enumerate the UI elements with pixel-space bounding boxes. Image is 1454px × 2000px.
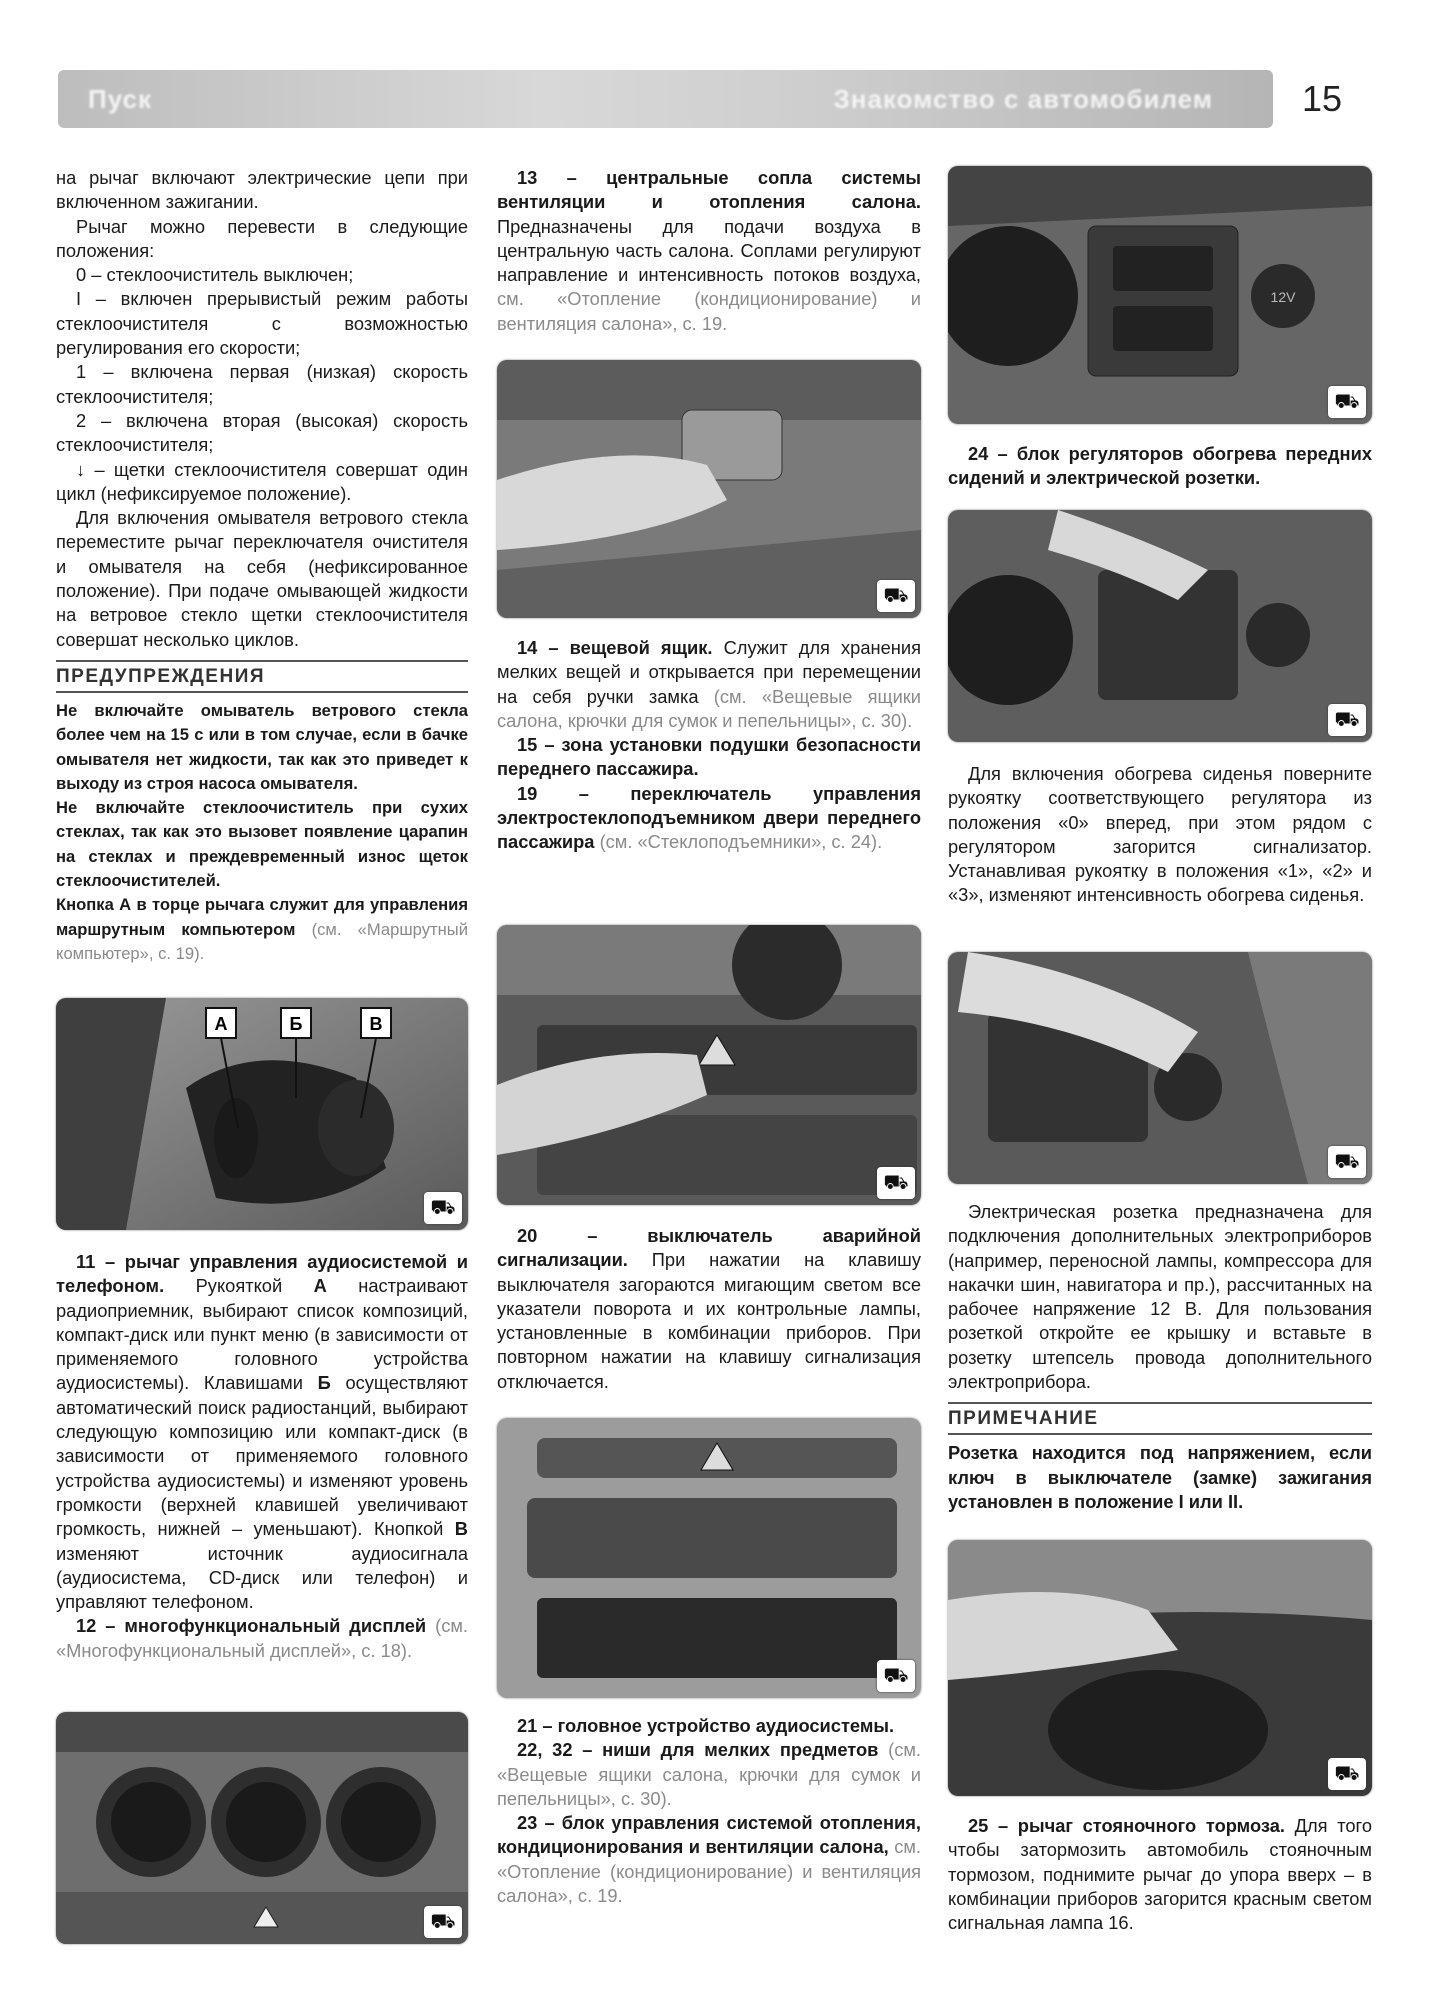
svg-text:12V: 12V bbox=[1270, 289, 1296, 305]
photo-parking-brake bbox=[948, 1540, 1372, 1796]
car-icon: ⛟ bbox=[877, 580, 915, 612]
list-item: 0 – стеклоочиститель выключен; bbox=[76, 264, 354, 286]
caption-15: 15 – зона установки подушки безопасности переднего пассажира. bbox=[497, 734, 921, 780]
car-icon: ⛟ bbox=[1328, 1758, 1366, 1790]
paragraph: Рычаг можно перевести в следующие положения: bbox=[56, 215, 468, 261]
car-icon: ⛟ bbox=[1328, 1146, 1366, 1178]
section-header-bar bbox=[58, 70, 1273, 128]
column-1 bbox=[56, 166, 468, 966]
car-icon: ⛟ bbox=[877, 1660, 915, 1692]
list-item: 2 – включена вторая (высокая) скорость стеклоочистителя; bbox=[56, 409, 468, 456]
photo-seat-heater-block bbox=[948, 166, 1372, 424]
paragraph: Для включения омывателя ветрового стекла переместите рычаг переключателя очистителя и омывателя на себя (нефиксированное положение). При подаче омывающей жидкости на ветровое стекло щетки стеклоочистителя совершат несколько циклов. bbox=[56, 507, 468, 650]
caption-22: 22, 32 – ниши для мелких предметов (см. «Вещевые ящики салона, крючки для сумок и пепельницы», с. 30). bbox=[497, 1739, 921, 1809]
photo-audio-unit bbox=[497, 1418, 921, 1698]
note-block: Розетка находится под напряжением, если ключ в выключателе (замке) зажигания установлен в положение I или II. bbox=[948, 1442, 1372, 1512]
paragraph-heating: Для включения обогрева сиденья поверните рукоятку соответствующего регулятора из положения «0» вперед, при этом рядом с регулятором загорится сигнализатор. Устанавливая рукоятку в положения «1», «2» и «3», изменяют интенсивность обогрева сиденья. bbox=[948, 763, 1372, 906]
caption-21: 21 – головное устройство аудиосистемы. bbox=[517, 1715, 895, 1736]
svg-text:А: А bbox=[214, 1014, 228, 1034]
photo-central-vents bbox=[56, 1712, 468, 1944]
paragraph-socket: Электрическая розетка предназначена для подключения дополнительных электроприборов (например, переносной лампы, компрессора для накачки шин, навигатора и пр.), рассчитанных на рабочее напряжение 12 В. Для пользования розеткой откройте ее крышку и вставьте в розетку штепсель провода дополнительного электроприбора. ПРИМЕЧАНИЕ Розетка находится под напряжением, если ключ в выключателе (замке) зажигания установлен в положение I или II. bbox=[948, 1200, 1372, 1514]
photo-seat-heater-knob bbox=[948, 510, 1372, 742]
car-icon: ⛟ bbox=[1328, 704, 1366, 736]
list-item: ↓ – щетки стеклоочистителя совершат один цикл (нефиксируемое положение). bbox=[56, 458, 468, 504]
car-icon: ⛟ bbox=[424, 1192, 462, 1224]
photo-socket bbox=[948, 952, 1372, 1184]
car-icon: ⛟ bbox=[1328, 386, 1366, 418]
caption-12: 12 – многофункциональный дисплей (см. «Многофункциональный дисплей», с. 18). bbox=[56, 1615, 468, 1661]
caption-13: 13 – центральные сопла системы вентиляции и отопления салона. Предназначены для подачи воздуха в центральную часть салона. Соплами регулируют направление и интенсивность потоков воздуха, см. «Отопление (кондиционирование) и вентиляция салона», с. 19. bbox=[497, 167, 921, 334]
caption-19: 19 – переключатель управления электростеклоподъемником двери переднего пассажира (см. «Стеклоподъемники», с. 24). bbox=[497, 782, 921, 853]
car-icon: ⛟ bbox=[877, 1167, 915, 1199]
paragraph: на рычаг включают электрические цепи при включенном зажигании. bbox=[56, 167, 468, 213]
section-title-right: Знакомство с автомобилем bbox=[833, 84, 1213, 114]
photo-audio-lever bbox=[56, 998, 468, 1230]
section-title-left: Пуск bbox=[88, 84, 152, 114]
page-number: 15 bbox=[1302, 78, 1343, 119]
note-heading: ПРИМЕЧАНИЕ bbox=[948, 1402, 1372, 1435]
caption-14: 14 – вещевой ящик. Служит для хранения мелких вещей и открывается при перемещении на себя ручки замка (см. «Вещевые ящики салона, крючки для сумок и пепельницы», с. 30). bbox=[497, 637, 921, 731]
list-item: I – включен прерывистый режим работы стеклоочистителя с возможностью регулирования его скорости; bbox=[56, 288, 468, 359]
warnings-block bbox=[56, 699, 468, 966]
list-item: 1 – включена первая (низкая) скорость стеклоочистителя; bbox=[56, 361, 468, 407]
captions-21-23 bbox=[497, 1714, 921, 1908]
caption-11: 11 – рычаг управления аудиосистемой и телефоном. Рукояткой А настраивают радиоприемник, выбирают список композиций, компакт-диск или пункт меню (в зависимости от применяемого головного устройства аудиосистемы). Клавишами Б осуществляют автоматический поиск радиостанций, выбирают следующую композицию или компакт-диск (в зависимости от применяемого головного устройства аудиосистемы) и изменяют уровень громкости (верхней клавишей увеличивают громкость, нижней – уменьшают). Кнопкой В изменяют источник аудиосигнала (аудиосистема, CD-диск или телефон) и управляют телефоном. 12 – многофункциональный дисплей (см. «Многофункциональный дисплей», с. 18). bbox=[56, 1250, 468, 1663]
column-2 bbox=[497, 166, 921, 336]
caption-25: 25 – рычаг стояночного тормоза. Для того чтобы затормозить автомобиль стояночным тормозом, поднимите рычаг до упора вверх – в комбинации приборов загорится красным светом сигнальная лампа 16. bbox=[948, 1815, 1372, 1934]
car-icon: ⛟ bbox=[424, 1906, 462, 1938]
caption-24: 24 – блок регуляторов обогрева передних сидений и электрической розетки. bbox=[948, 443, 1372, 489]
caption-20: 20 – выключатель аварийной сигнализации. При нажатии на клавишу выключателя загораются мигающим светом все указатели поворота и их контрольные лампы, установленные в комбинации приборов. При повторном нажатии на клавишу сигнализация отключается. bbox=[497, 1225, 921, 1392]
warnings-heading: ПРЕДУПРЕЖДЕНИЯ bbox=[56, 660, 468, 693]
svg-text:В: В bbox=[369, 1014, 383, 1034]
captions-14-19 bbox=[497, 636, 921, 855]
photo-glove-box bbox=[497, 360, 921, 618]
caption-23: 23 – блок управления системой отопления, кондиционирования и вентиляции салона, см. «Отопление (кондиционирование) и вентиляция салона», с. 19. bbox=[497, 1812, 921, 1907]
warning-item: Не включайте стеклоочиститель при сухих стеклах, так как это вызовет появление царапин на стеклах и преждевременный износ щеток стеклоочистителей. bbox=[56, 798, 468, 891]
photo-hazard-switch bbox=[497, 925, 921, 1205]
svg-text:Б: Б bbox=[289, 1014, 303, 1034]
warning-item: Не включайте омыватель ветрового стекла более чем на 15 с или в том случае, если в бачке омывателя нет жидкости, так как это приведет к выходу из строя насоса омывателя. bbox=[56, 700, 468, 793]
warning-item: Кнопка А в торце рычага служит для управления маршрутным компьютером (см. «Маршрутный компьютер», с. 19). bbox=[56, 895, 468, 963]
